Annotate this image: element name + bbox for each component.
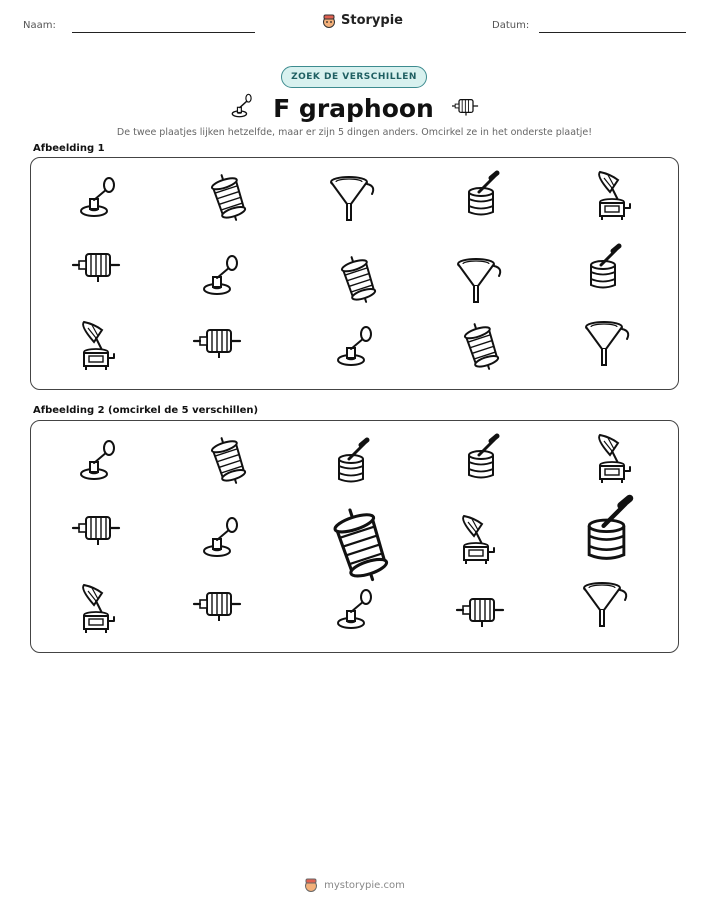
- bucket-stir-icon: [575, 243, 631, 299]
- gramophone-icon: [586, 433, 642, 489]
- picture-cell: [453, 170, 509, 226]
- funnel-icon: [450, 252, 506, 308]
- picture-cell: [450, 252, 506, 308]
- picture-cell: [327, 319, 383, 375]
- bucket-stir-icon: [453, 433, 509, 489]
- picture-cell: [201, 170, 257, 226]
- picture-cell: [331, 252, 387, 308]
- picture-cell[interactable]: [576, 576, 632, 632]
- title-row: [0, 93, 709, 123]
- picture-cell[interactable]: [586, 433, 642, 489]
- motor-icon: [70, 500, 126, 556]
- gramophone-icon: [450, 514, 506, 570]
- picture-cell[interactable]: [191, 576, 247, 632]
- picture-cell: [191, 313, 247, 369]
- footer: [0, 878, 709, 892]
- picture-cell[interactable]: [454, 582, 510, 638]
- picture-cell: [578, 315, 634, 371]
- picture-cell: [70, 320, 126, 376]
- crank-handle-icon: [229, 93, 255, 119]
- picture-cell[interactable]: [323, 437, 379, 493]
- crank-handle-icon: [70, 433, 126, 489]
- date-field-line[interactable]: [539, 32, 686, 33]
- footer-url: mystorypie.com: [324, 879, 405, 891]
- picture-cell[interactable]: [70, 500, 126, 556]
- picture-cell: [575, 243, 631, 299]
- picture-cell: [70, 237, 126, 293]
- storypie-mascot-icon: [322, 14, 336, 28]
- instructions: De twee plaatjes lijken hetzelfde, maar er zijn 5 dingen anders. Omcirkel ze in het onderste plaatje!: [116, 127, 593, 138]
- crank-handle-icon: [193, 510, 249, 566]
- motor-icon: [70, 237, 126, 293]
- motor-icon: [454, 582, 510, 638]
- picture-cell[interactable]: [70, 583, 126, 639]
- picture-cell: [193, 248, 249, 304]
- bucket-stir-icon: [566, 494, 647, 575]
- gramophone-icon: [586, 170, 642, 226]
- picture-panel-2[interactable]: [30, 420, 679, 653]
- gramophone-icon: [70, 320, 126, 376]
- activity-badge: ZOEK DE VERSCHILLEN: [281, 66, 427, 88]
- spool-icon: [201, 433, 257, 489]
- crank-handle-icon: [193, 248, 249, 304]
- picture-cell[interactable]: [566, 494, 647, 575]
- picture-panel-1: [30, 157, 679, 390]
- picture-cell[interactable]: [453, 433, 509, 489]
- picture-cell[interactable]: [70, 433, 126, 489]
- picture-cell: [70, 170, 126, 226]
- title-crank-handle-icon: [229, 93, 255, 123]
- picture-cell: [586, 170, 642, 226]
- date-label: Datum:: [492, 20, 530, 31]
- panel-1-label: Afbeelding 1: [33, 143, 105, 154]
- picture-cell[interactable]: [201, 433, 257, 489]
- name-field-line[interactable]: [72, 32, 255, 33]
- spool-icon: [331, 252, 387, 308]
- brand-logo: [322, 13, 403, 28]
- picture-cell[interactable]: [318, 502, 405, 589]
- motor-icon: [191, 313, 247, 369]
- spool-icon: [318, 502, 405, 589]
- panel-2-label: Afbeelding 2 (omcirkel de 5 verschillen): [33, 405, 259, 416]
- funnel-icon: [323, 170, 379, 226]
- funnel-icon: [576, 576, 632, 632]
- picture-cell: [323, 170, 379, 226]
- picture-cell[interactable]: [450, 514, 506, 570]
- storypie-mascot-icon: [304, 878, 318, 892]
- funnel-icon: [578, 315, 634, 371]
- picture-cell: [454, 319, 510, 375]
- title-motor-icon: [452, 95, 480, 121]
- crank-handle-icon: [327, 582, 383, 638]
- page-title: F graphoon: [273, 93, 434, 123]
- bucket-stir-icon: [453, 170, 509, 226]
- worksheet-header: [0, 0, 709, 50]
- crank-handle-icon: [327, 319, 383, 375]
- gramophone-icon: [70, 583, 126, 639]
- name-label: Naam:: [23, 20, 56, 31]
- spool-icon: [201, 170, 257, 226]
- bucket-stir-icon: [323, 437, 379, 493]
- brand-name: Storypie: [341, 13, 403, 28]
- picture-cell[interactable]: [327, 582, 383, 638]
- picture-cell[interactable]: [193, 510, 249, 566]
- spool-icon: [454, 319, 510, 375]
- motor-icon: [191, 576, 247, 632]
- crank-handle-icon: [70, 170, 126, 226]
- motor-icon: [452, 95, 480, 117]
